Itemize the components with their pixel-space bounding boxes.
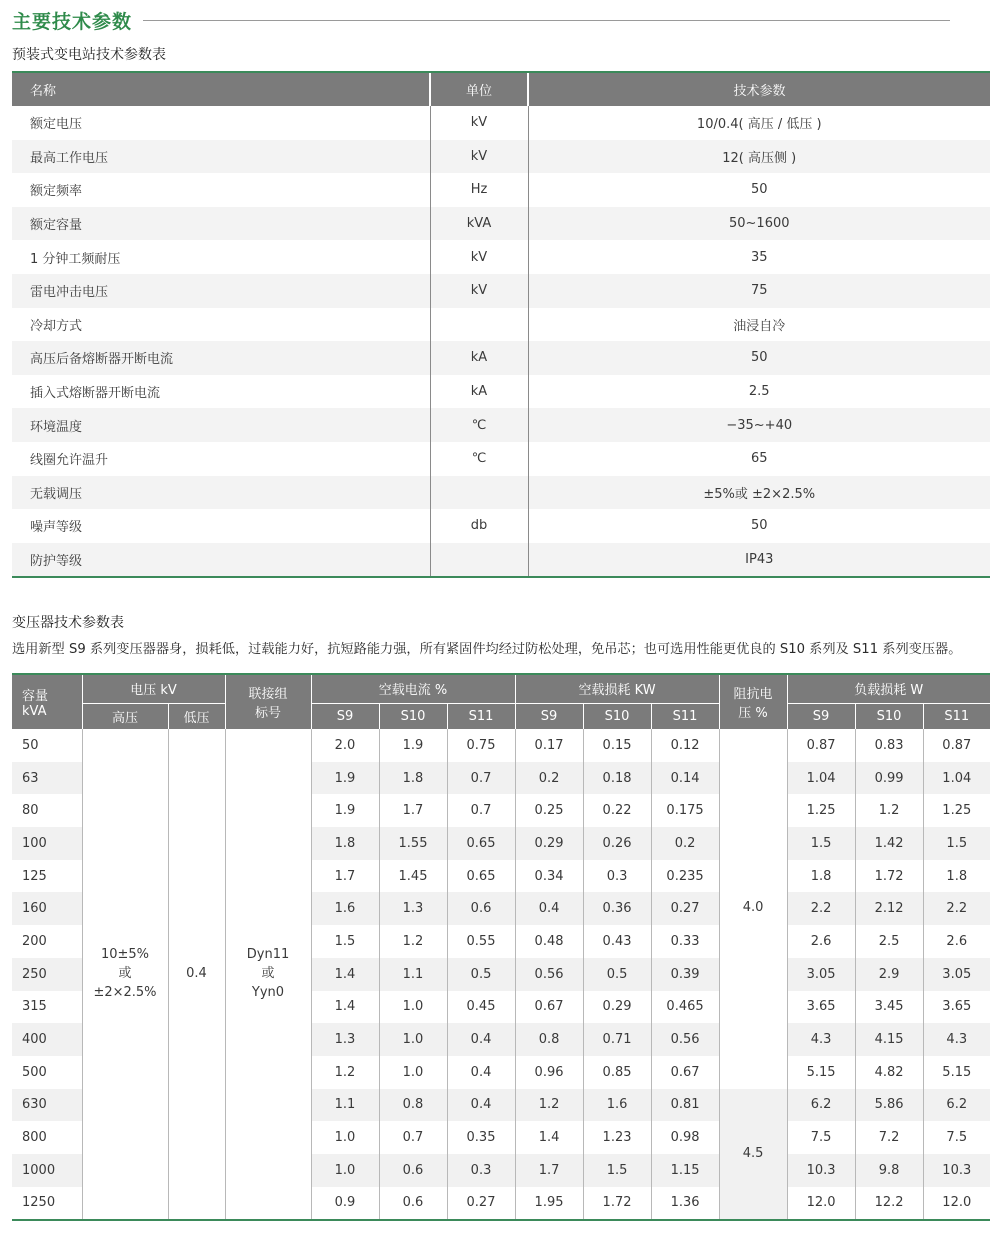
- header-impedance-line2: 压 %: [738, 706, 768, 721]
- noload-loss-cell: 0.5: [583, 958, 651, 991]
- param-value: 35: [528, 240, 990, 274]
- load-loss-cell: 1.8: [923, 860, 990, 893]
- load-loss-cell: 3.65: [923, 991, 990, 1024]
- noload-loss-cell: 0.465: [651, 991, 719, 1024]
- noload-current-cell: 0.55: [447, 925, 515, 958]
- noload-loss-cell: 0.18: [583, 762, 651, 795]
- param-unit: kV: [430, 106, 528, 140]
- header-nc-s10: S10: [379, 703, 447, 729]
- param-name: 环境温度: [12, 408, 430, 442]
- noload-loss-cell: 0.17: [515, 729, 583, 762]
- param-unit: kA: [430, 341, 528, 375]
- header-impedance-line1: 阻抗电: [733, 687, 773, 702]
- table1-row: [12, 375, 990, 409]
- param-value: 75: [528, 274, 990, 308]
- noload-current-cell: 1.6: [311, 892, 379, 925]
- noload-loss-cell: 0.175: [651, 794, 719, 827]
- header-impedance: [719, 675, 787, 729]
- header-connection-line2: 标号: [254, 706, 281, 721]
- noload-loss-cell: 1.7: [515, 1154, 583, 1187]
- param-unit: kV: [430, 274, 528, 308]
- noload-loss-cell: 0.25: [515, 794, 583, 827]
- load-loss-cell: 1.42: [855, 827, 923, 860]
- param-unit: ℃: [430, 442, 528, 476]
- noload-current-cell: 1.1: [311, 1089, 379, 1122]
- header-nl-s11: S11: [651, 703, 719, 729]
- noload-current-cell: 0.6: [379, 1187, 447, 1220]
- noload-current-cell: 1.2: [311, 1056, 379, 1089]
- connection-group-line2: 或: [261, 965, 275, 981]
- load-loss-cell: 0.87: [923, 729, 990, 762]
- noload-current-cell: 0.4: [447, 1056, 515, 1089]
- noload-current-cell: 0.3: [447, 1154, 515, 1187]
- param-value: ±5%或 ±2×2.5%: [528, 476, 990, 510]
- param-value: 50: [528, 173, 990, 207]
- low-voltage-cell: 0.4: [168, 729, 225, 1219]
- noload-current-cell: 1.9: [379, 729, 447, 762]
- noload-current-cell: 1.7: [379, 794, 447, 827]
- noload-current-cell: 1.1: [379, 958, 447, 991]
- header-ll-s10: S10: [855, 703, 923, 729]
- transformer-parameter-table: [12, 673, 990, 1221]
- noload-current-cell: 1.9: [311, 794, 379, 827]
- noload-loss-cell: 0.98: [651, 1121, 719, 1154]
- load-loss-cell: 7.5: [923, 1121, 990, 1154]
- load-loss-cell: 7.5: [787, 1121, 855, 1154]
- capacity-cell: 250: [12, 958, 82, 991]
- header-connection: [225, 675, 311, 729]
- noload-current-cell: 1.8: [379, 762, 447, 795]
- header-capacity-line2: kVA: [22, 704, 47, 719]
- noload-loss-cell: 0.56: [515, 958, 583, 991]
- load-loss-cell: 1.25: [787, 794, 855, 827]
- noload-current-cell: 1.0: [311, 1121, 379, 1154]
- load-loss-cell: 10.3: [923, 1154, 990, 1187]
- noload-loss-cell: 0.22: [583, 794, 651, 827]
- header-high-voltage: 高压: [82, 703, 168, 729]
- load-loss-cell: 5.86: [855, 1089, 923, 1122]
- param-unit: [430, 543, 528, 577]
- header-capacity-line1: 容量: [22, 689, 49, 704]
- noload-loss-cell: 0.27: [651, 892, 719, 925]
- noload-loss-cell: 0.96: [515, 1056, 583, 1089]
- header-connection-line1: 联接组: [248, 687, 288, 702]
- table1-body: [12, 106, 990, 576]
- section-title-text: 主要技术参数: [12, 10, 133, 33]
- table2-description: 选用新型 S9 系列变压器器身，损耗低，过载能力好，抗短路能力强，所有紧固件均经过防松处理，免吊芯；也可选用性能更优良的 S10 系列及 S11 系列变压器。: [12, 642, 962, 657]
- noload-current-cell: 0.5: [447, 958, 515, 991]
- load-loss-cell: 1.2: [855, 794, 923, 827]
- noload-loss-cell: 0.56: [651, 1023, 719, 1056]
- noload-current-cell: 0.35: [447, 1121, 515, 1154]
- header-nl-s9: S9: [515, 703, 583, 729]
- param-value: 50: [528, 509, 990, 543]
- param-name: 额定频率: [30, 184, 83, 200]
- load-loss-cell: 6.2: [923, 1089, 990, 1122]
- load-loss-cell: 2.9: [855, 958, 923, 991]
- noload-loss-cell: 1.23: [583, 1121, 651, 1154]
- high-voltage-line2: 或: [118, 965, 132, 981]
- param-name: 线圈允许温升: [30, 453, 109, 469]
- load-loss-cell: 2.2: [923, 892, 990, 925]
- noload-loss-cell: 0.67: [515, 991, 583, 1024]
- header-noload-loss: 空载损耗 KW: [515, 675, 719, 703]
- param-unit: [430, 308, 528, 342]
- table1-row: [12, 509, 990, 543]
- capacity-cell: 1000: [12, 1154, 82, 1187]
- load-loss-cell: 6.2: [787, 1089, 855, 1122]
- load-loss-cell: 1.5: [923, 827, 990, 860]
- table1-row: [12, 274, 990, 308]
- header-load-loss: 负载损耗 W: [787, 675, 990, 703]
- noload-current-cell: 1.5: [311, 925, 379, 958]
- noload-loss-cell: 0.29: [583, 991, 651, 1024]
- noload-current-cell: 0.6: [379, 1154, 447, 1187]
- load-loss-cell: 3.05: [787, 958, 855, 991]
- noload-current-cell: 1.45: [379, 860, 447, 893]
- param-unit: db: [430, 509, 528, 543]
- capacity-cell: 800: [22, 1130, 47, 1146]
- noload-loss-cell: 0.2: [651, 827, 719, 860]
- noload-current-cell: 2.0: [311, 729, 379, 762]
- param-value: 油浸自冷: [528, 308, 990, 342]
- noload-loss-cell: 1.4: [515, 1121, 583, 1154]
- capacity-cell: 400: [12, 1023, 82, 1056]
- capacity-cell: 63: [12, 762, 82, 795]
- load-loss-cell: 12.0: [787, 1187, 855, 1220]
- param-name: 噪声等级: [30, 520, 83, 536]
- load-loss-cell: 0.87: [787, 729, 855, 762]
- station-parameter-table: [12, 71, 990, 578]
- noload-current-cell: 1.8: [311, 827, 379, 860]
- param-name: 1 分钟工频耐压: [30, 251, 121, 267]
- param-name: 插入式熔断器开断电流: [30, 386, 161, 402]
- noload-current-cell: 1.55: [379, 827, 447, 860]
- load-loss-cell: 3.45: [855, 991, 923, 1024]
- capacity-cell: 200: [22, 933, 47, 949]
- noload-current-cell: 1.2: [379, 925, 447, 958]
- load-loss-cell: 3.05: [923, 958, 990, 991]
- load-loss-cell: 5.15: [923, 1056, 990, 1089]
- load-loss-cell: 2.6: [787, 925, 855, 958]
- load-loss-cell: 3.65: [787, 991, 855, 1024]
- load-loss-cell: 0.83: [855, 729, 923, 762]
- section-title: [12, 6, 132, 34]
- load-loss-cell: 12.0: [923, 1187, 990, 1220]
- noload-current-cell: 1.7: [311, 860, 379, 893]
- connection-group-line1: Dyn11: [246, 946, 290, 962]
- noload-loss-cell: 0.29: [515, 827, 583, 860]
- noload-loss-cell: 0.15: [583, 729, 651, 762]
- capacity-cell: 100: [12, 827, 82, 860]
- noload-current-cell: 0.7: [379, 1121, 447, 1154]
- table1-row: [12, 173, 990, 207]
- noload-current-cell: 0.4: [447, 1089, 515, 1122]
- header-noload-current: 空载电流 %: [311, 675, 515, 703]
- param-value: 10/0.4( 高压 / 低压 ): [528, 106, 990, 140]
- param-name: 额定容量: [12, 207, 430, 241]
- high-voltage-line3: ±2×2.5%: [93, 984, 157, 1000]
- table1-header-unit: 单位: [430, 73, 528, 106]
- capacity-cell: 315: [22, 999, 47, 1015]
- noload-loss-cell: 1.2: [515, 1089, 583, 1122]
- noload-loss-cell: 0.71: [583, 1023, 651, 1056]
- noload-current-cell: 0.7: [447, 762, 515, 795]
- param-value: IP43: [528, 543, 990, 577]
- param-name: 无载调压: [12, 476, 430, 510]
- noload-loss-cell: 1.15: [651, 1154, 719, 1187]
- param-unit: [430, 476, 528, 510]
- param-value: 2.5: [528, 375, 990, 409]
- noload-loss-cell: 0.3: [583, 860, 651, 893]
- header-voltage: 电压 kV: [82, 675, 225, 703]
- noload-loss-cell: 1.95: [515, 1187, 583, 1220]
- noload-current-cell: 0.6: [447, 892, 515, 925]
- param-value: 12( 高压侧 ): [528, 140, 990, 174]
- table1-row: [12, 207, 990, 241]
- table1-row: [12, 106, 990, 140]
- noload-current-cell: 0.45: [447, 991, 515, 1024]
- param-name: 最高工作电压: [12, 140, 430, 174]
- noload-current-cell: 1.3: [379, 892, 447, 925]
- noload-loss-cell: 1.6: [583, 1089, 651, 1122]
- param-unit: kA: [430, 375, 528, 409]
- noload-current-cell: 1.0: [379, 1056, 447, 1089]
- param-unit: ℃: [430, 408, 528, 442]
- noload-current-cell: 1.4: [311, 991, 379, 1024]
- header-ll-s9: S9: [787, 703, 855, 729]
- table1-header-name: 名称: [12, 73, 430, 106]
- table1-row: [12, 543, 990, 577]
- section-title-rule: [143, 20, 950, 21]
- capacity-cell: 160: [12, 892, 82, 925]
- param-value: 50~1600: [528, 207, 990, 241]
- noload-current-cell: 1.3: [311, 1023, 379, 1056]
- table2-row: [12, 729, 990, 762]
- noload-current-cell: 0.65: [447, 860, 515, 893]
- noload-loss-cell: 0.14: [651, 762, 719, 795]
- load-loss-cell: 10.3: [787, 1154, 855, 1187]
- noload-current-cell: 0.8: [379, 1089, 447, 1122]
- load-loss-cell: 4.82: [855, 1056, 923, 1089]
- capacity-cell: 1250: [22, 1195, 56, 1211]
- load-loss-cell: 1.8: [787, 860, 855, 893]
- noload-current-cell: 1.0: [379, 991, 447, 1024]
- table1-title: 预装式变电站技术参数表: [12, 47, 166, 63]
- param-value: 65: [528, 442, 990, 476]
- noload-loss-cell: 0.67: [651, 1056, 719, 1089]
- noload-loss-cell: 0.2: [515, 762, 583, 795]
- table1-row: [12, 442, 990, 476]
- capacity-cell: 500: [22, 1064, 47, 1080]
- param-name: 额定电压: [30, 117, 83, 133]
- noload-loss-cell: 0.12: [651, 729, 719, 762]
- table2-body: [12, 729, 990, 1219]
- table2-title: 变压器技术参数表: [12, 615, 124, 631]
- connection-group-cell: [225, 729, 311, 1219]
- noload-current-cell: 0.9: [311, 1187, 379, 1220]
- param-name: 防护等级: [12, 543, 430, 577]
- noload-loss-cell: 1.72: [583, 1187, 651, 1220]
- table1-row: [12, 476, 990, 510]
- noload-current-cell: 1.4: [311, 958, 379, 991]
- table2-header-row-1: [12, 675, 990, 703]
- header-low-voltage: 低压: [168, 703, 225, 729]
- capacity-cell: 125: [22, 868, 47, 884]
- noload-loss-cell: 0.235: [651, 860, 719, 893]
- param-name: 雷电冲击电压: [12, 274, 430, 308]
- noload-loss-cell: 0.36: [583, 892, 651, 925]
- load-loss-cell: 12.2: [855, 1187, 923, 1220]
- load-loss-cell: 4.15: [855, 1023, 923, 1056]
- noload-loss-cell: 0.39: [651, 958, 719, 991]
- param-unit: kVA: [430, 207, 528, 241]
- param-name: 冷却方式: [30, 318, 83, 334]
- noload-current-cell: 1.0: [379, 1023, 447, 1056]
- table1-row: [12, 140, 990, 174]
- noload-loss-cell: 0.33: [651, 925, 719, 958]
- impedance-cell-b: 4.5: [719, 1089, 787, 1220]
- load-loss-cell: 1.5: [787, 827, 855, 860]
- load-loss-cell: 2.12: [855, 892, 923, 925]
- noload-current-cell: 0.27: [447, 1187, 515, 1220]
- load-loss-cell: 1.25: [923, 794, 990, 827]
- table1-row: [12, 240, 990, 274]
- param-unit: kV: [430, 140, 528, 174]
- param-name: 高压后备熔断器开断电流: [12, 341, 430, 375]
- table1-row: [12, 308, 990, 342]
- capacity-cell: 50: [22, 737, 39, 753]
- connection-group-line3: Yyn0: [251, 984, 285, 1000]
- high-voltage-line1: 10±5%: [100, 946, 150, 962]
- table1-row: [12, 408, 990, 442]
- load-loss-cell: 1.04: [787, 762, 855, 795]
- header-nc-s9: S9: [311, 703, 379, 729]
- noload-loss-cell: 0.8: [515, 1023, 583, 1056]
- load-loss-cell: 0.99: [855, 762, 923, 795]
- table1-row: [12, 341, 990, 375]
- param-unit: Hz: [430, 173, 528, 207]
- noload-loss-cell: 0.85: [583, 1056, 651, 1089]
- header-capacity: [12, 675, 82, 729]
- load-loss-cell: 9.8: [855, 1154, 923, 1187]
- noload-loss-cell: 0.34: [515, 860, 583, 893]
- table1-header-value: 技术参数: [528, 73, 990, 106]
- load-loss-cell: 2.2: [787, 892, 855, 925]
- noload-loss-cell: 0.4: [515, 892, 583, 925]
- header-nc-s11: S11: [447, 703, 515, 729]
- load-loss-cell: 5.15: [787, 1056, 855, 1089]
- header-ll-s11: S11: [923, 703, 990, 729]
- load-loss-cell: 7.2: [855, 1121, 923, 1154]
- noload-current-cell: 1.0: [311, 1154, 379, 1187]
- noload-current-cell: 0.4: [447, 1023, 515, 1056]
- noload-loss-cell: 0.26: [583, 827, 651, 860]
- load-loss-cell: 4.3: [787, 1023, 855, 1056]
- noload-current-cell: 1.9: [311, 762, 379, 795]
- load-loss-cell: 1.72: [855, 860, 923, 893]
- noload-loss-cell: 1.36: [651, 1187, 719, 1220]
- noload-current-cell: 0.65: [447, 827, 515, 860]
- high-voltage-cell: [82, 729, 168, 1219]
- impedance-cell-a: 4.0: [719, 729, 787, 1089]
- noload-loss-cell: 0.43: [583, 925, 651, 958]
- param-value: 50: [528, 341, 990, 375]
- load-loss-cell: 4.3: [923, 1023, 990, 1056]
- header-nl-s10: S10: [583, 703, 651, 729]
- table1-header-row: [12, 73, 990, 106]
- noload-current-cell: 0.7: [447, 794, 515, 827]
- noload-current-cell: 0.75: [447, 729, 515, 762]
- load-loss-cell: 1.04: [923, 762, 990, 795]
- param-unit: kV: [430, 240, 528, 274]
- capacity-cell: 80: [22, 803, 39, 819]
- load-loss-cell: 2.5: [855, 925, 923, 958]
- table2-header-row-2: [12, 703, 990, 729]
- noload-loss-cell: 0.81: [651, 1089, 719, 1122]
- param-value: −35~+40: [528, 408, 990, 442]
- load-loss-cell: 2.6: [923, 925, 990, 958]
- noload-loss-cell: 0.48: [515, 925, 583, 958]
- capacity-cell: 630: [12, 1089, 82, 1122]
- noload-loss-cell: 1.5: [583, 1154, 651, 1187]
